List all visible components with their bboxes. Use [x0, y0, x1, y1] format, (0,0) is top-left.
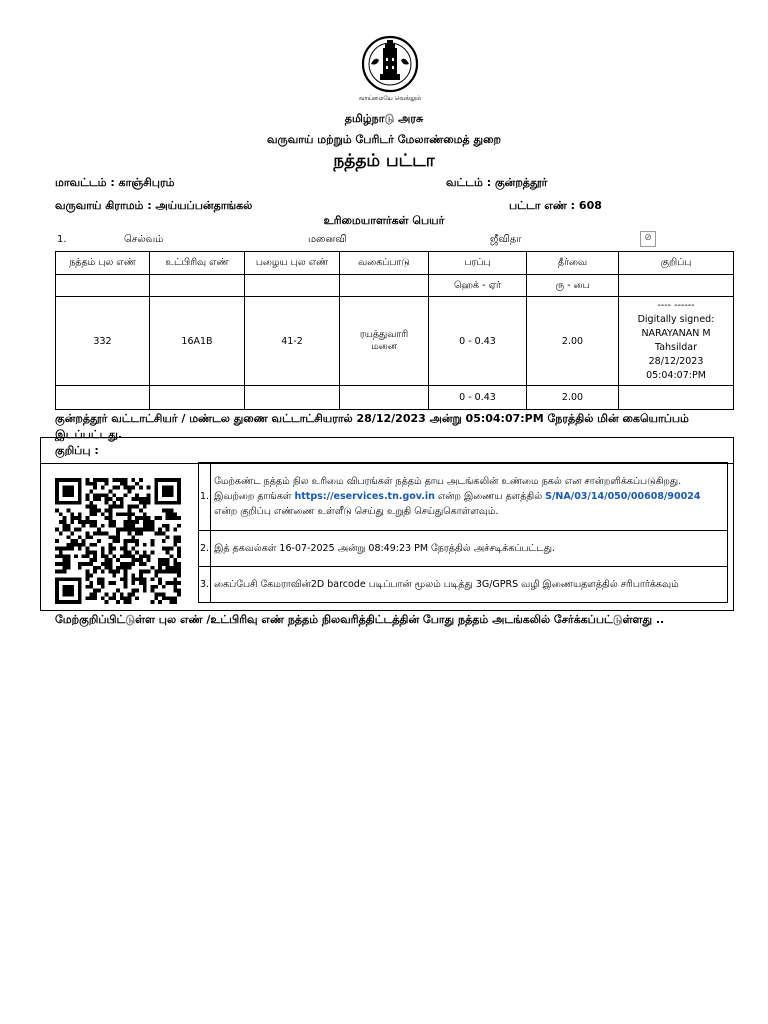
note-text: கைப்பேசி கேமராவின்2D barcode படிப்பான் மூலம் படித்து 3G/GPRS வழி இணையதளத்தில் சரிபார்க்கவும்	[211, 567, 728, 603]
classification-line-2: மனை	[371, 341, 397, 352]
signature-statement: குன்றத்தூர் வட்டாட்சியர் / மண்டல துணை வட்டாட்சியரால் 28/12/2023 அன்று 05:04:07:PM நேரத்தில் மின் கையொப்பம் இடப்பட்டது.	[55, 412, 689, 441]
signature-line: Tahsildar	[654, 342, 698, 353]
note-item	[199, 531, 728, 567]
signature-line: NARAYANAN M	[641, 328, 711, 339]
signature-line: 28/12/2023	[648, 356, 704, 367]
government-name: தமிழ்நாடு அரசு	[344, 112, 424, 125]
header-survey-no: நத்தம் புல எண்	[56, 252, 150, 275]
table-units-row	[56, 275, 734, 297]
owner-name: செல்வம்	[124, 234, 164, 245]
table-header-row	[56, 252, 734, 275]
district: மாவட்டம் : காஞ்சிபுரம்	[55, 176, 175, 189]
reference-number: S/NA/03/14/050/00608/90024	[545, 491, 701, 502]
header-subdivision: உட்பிரிவு எண்	[150, 252, 245, 275]
notes-title: குறிப்பு :	[55, 444, 99, 457]
note-number: 3.	[199, 567, 211, 603]
header-remarks: குறிப்பு	[619, 252, 734, 275]
cell-survey-no: 332	[56, 297, 150, 386]
owners-heading: உரிமையாளர்கள் பெயர்	[323, 214, 445, 227]
broken-image-icon: ⊘	[640, 231, 656, 247]
signature-line: ---- ------	[657, 300, 695, 311]
total-area: 0 - 0.43	[429, 386, 527, 410]
owner-relation: மனைவி	[308, 234, 347, 245]
unit-area: ஹெக் - ஏர்	[429, 275, 527, 297]
header-old-survey: பழைய புல எண்	[245, 252, 340, 275]
notes-box	[40, 437, 734, 611]
header-classification: வகைப்பாடு	[340, 252, 429, 275]
signature-line: Digitally signed:	[637, 314, 715, 325]
unit-tax: ரு - பை	[527, 275, 619, 297]
revenue-village: வருவாய் கிராமம் : அய்யப்பன்தாங்கல்	[55, 199, 253, 212]
note-number: 1.	[199, 463, 211, 531]
footnote: மேற்குறிப்பிட்டுள்ள புல எண் /உட்பிரிவு எண் நத்தம் நிலவரித்திட்டத்தின் போது நத்தம் அடங்கலில் சேர்க்கப்பட்டுள்ளது ..	[55, 613, 665, 626]
signature-line: 05:04:07:PM	[646, 370, 706, 381]
tamil-nadu-emblem-icon	[359, 34, 421, 106]
note-item	[199, 567, 728, 603]
classification-line-1: ரயத்துவாரி	[359, 329, 409, 340]
header-tax: தீர்வை	[527, 252, 619, 275]
department-name: வருவாய் மற்றும் பேரிடர் மேலாண்மைத் துறை	[267, 133, 501, 146]
header-area: பரப்பு	[429, 252, 527, 275]
land-details-table	[55, 251, 734, 410]
notes-table	[198, 462, 728, 603]
page-title: நத்தம் பட்டா	[333, 151, 435, 171]
table-total-row	[56, 386, 734, 410]
digital-signature	[619, 297, 734, 386]
total-tax: 2.00	[527, 386, 619, 410]
note-text: மேற்கண்ட நத்தம் நில உரிமை விபரங்கள் நத்தம் தாய அடங்கலின் உண்மை நகல் என சான்றளிக்கப்படுகிறது. இவற்றை தாங்கள் https://eservices.tn.gov.in என்ற இணைய தளத்தில் S/NA/03/14/050/00608/90024 என்ற குறிப்பு எண்ணை உள்ளீடு செய்து உறுதி செய்துகொள்ளவும்.	[211, 463, 728, 531]
patta-number: பட்டா எண் : 608	[509, 199, 602, 212]
cell-area: 0 - 0.43	[429, 297, 527, 386]
table-row	[56, 297, 734, 386]
note-item	[199, 463, 728, 531]
eservices-link[interactable]: https://eservices.tn.gov.in	[294, 491, 435, 502]
cell-tax: 2.00	[527, 297, 619, 386]
owner-relative: ஜீவிதா	[490, 234, 522, 245]
note-number: 2.	[199, 531, 211, 567]
cell-old-survey: 41-2	[245, 297, 340, 386]
note-text: இத் தகவல்கள் 16-07-2025 அன்று 08:49:23 PM நேரத்தில் அச்சடிக்கப்பட்டது.	[211, 531, 728, 567]
svg-text:வாய்மையே வெல்லும்: வாய்மையே வெல்லும்	[359, 95, 421, 102]
taluk: வட்டம் : குன்றத்தூர்	[446, 176, 548, 189]
qr-code-icon[interactable]	[55, 478, 181, 604]
cell-subdivision: 16A1B	[150, 297, 245, 386]
owner-sno: 1.	[57, 234, 67, 245]
cell-classification	[340, 297, 429, 386]
